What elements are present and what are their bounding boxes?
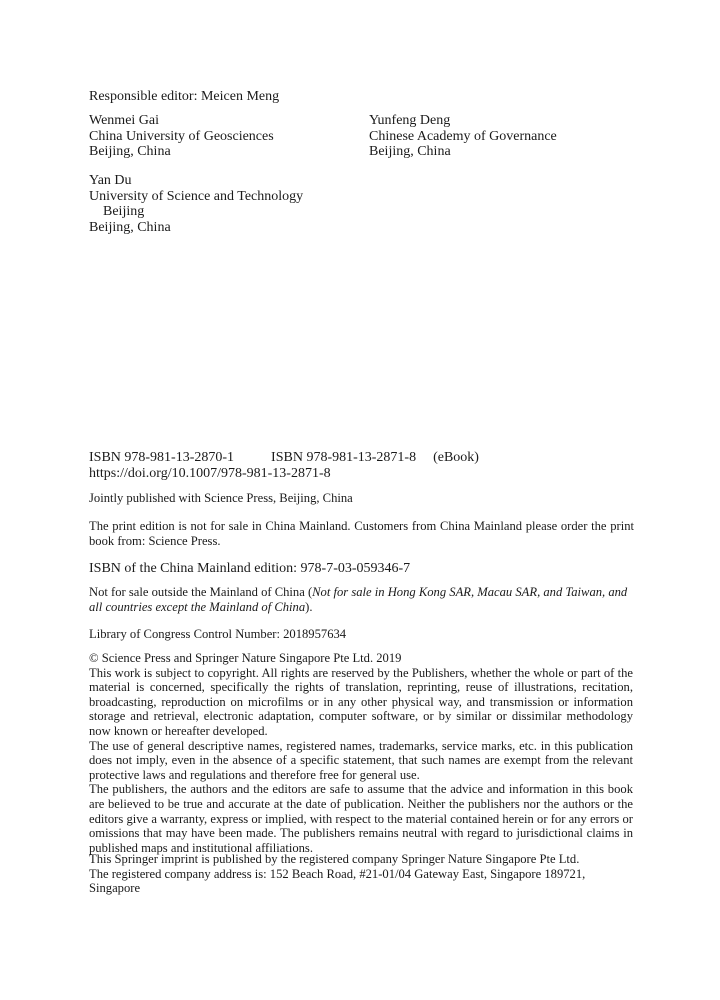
copyright-paragraph-2: The use of general descriptive names, registered names, trademarks, service marks, etc. in this publication does not imply, even in the absence of a specific statement, that such names are exempt from the relevant protective laws and regulations and therefore free for general use.: [89, 738, 633, 782]
isbn-print: ISBN 978-981-13-2870-1: [89, 450, 235, 465]
loc-control-number: Library of Congress Control Number: 2018957634: [89, 627, 347, 641]
author-location: Beijing, China: [369, 144, 451, 159]
copyright-notice: [89, 651, 633, 855]
copyright-paragraph-1: This work is subject to copyright. All rights are reserved by the Publishers, whether the whole or part of the material is concerned, specifically the rights of translation, reprinting, reuse of illustrations, recitation, broadcasting, reproduction on microfilms or in any other physical way, and transmission or information storage and retrieval, electronic adaptation, computer software, or by similar or dissimilar methodology now known or hereafter developed.: [89, 665, 633, 738]
author-affiliation-cont: Beijing: [103, 204, 145, 219]
isbn-ebook: ISBN 978-981-13-2871-8: [271, 450, 417, 465]
author-block-deng: [369, 113, 557, 160]
copyright-line: © Science Press and Springer Nature Singapore Pte Ltd. 2019: [89, 651, 402, 665]
author-name: Yunfeng Deng: [369, 113, 451, 128]
author-location: Beijing, China: [89, 219, 171, 235]
author-location: Beijing, China: [89, 144, 171, 159]
author-name: Yan Du: [89, 173, 132, 188]
responsible-editor: Responsible editor: Meicen Meng: [89, 89, 280, 104]
isbn-ebook-note: (eBook): [433, 450, 479, 465]
copyright-paragraph-3: The publishers, the authors and the editors are safe to assume that the advice and information in this book are believed to be true and accurate at the date of publication. Neither the publishers nor the authors or the editors give a warranty, express or implied, with respect to the material contained herein or for any errors or omissions that may have been made. The publishers remains neutral with regard to jurisdictional claims in published maps and institutional affiliations.: [89, 782, 633, 855]
doi-link[interactable]: https://doi.org/10.1007/978-981-13-2871-8: [89, 465, 331, 481]
isbn-block: [89, 450, 479, 481]
author-affiliation: Chinese Academy of Governance: [369, 128, 557, 144]
author-block-gai: [89, 113, 274, 160]
author-affiliation: China University of Geosciences: [89, 128, 274, 144]
jointly-published: Jointly published with Science Press, Beijing, China: [89, 491, 353, 505]
not-for-sale-note: Not for sale outside the Mainland of China (Not for sale in Hong Kong SAR, Macau SAR, and Taiwan, and all countries except the Mainland of China).: [89, 585, 628, 614]
imprint-note: This Springer imprint is published by the registered company Springer Nature Singapore Pte Ltd. The registered company address is: 152 Beach Road, #21-01/04 Gateway East, Singapore 189721, Singapore: [89, 852, 586, 896]
author-affiliation: University of Science and Technology: [89, 188, 304, 204]
author-block-du: [89, 173, 303, 235]
author-name: Wenmei Gai: [89, 113, 160, 128]
print-edition-note: The print edition is not for sale in China Mainland. Customers from China Mainland please order the print book from: Science Press.: [89, 519, 634, 548]
china-isbn: ISBN of the China Mainland edition: 978-7-03-059346-7: [89, 561, 411, 576]
